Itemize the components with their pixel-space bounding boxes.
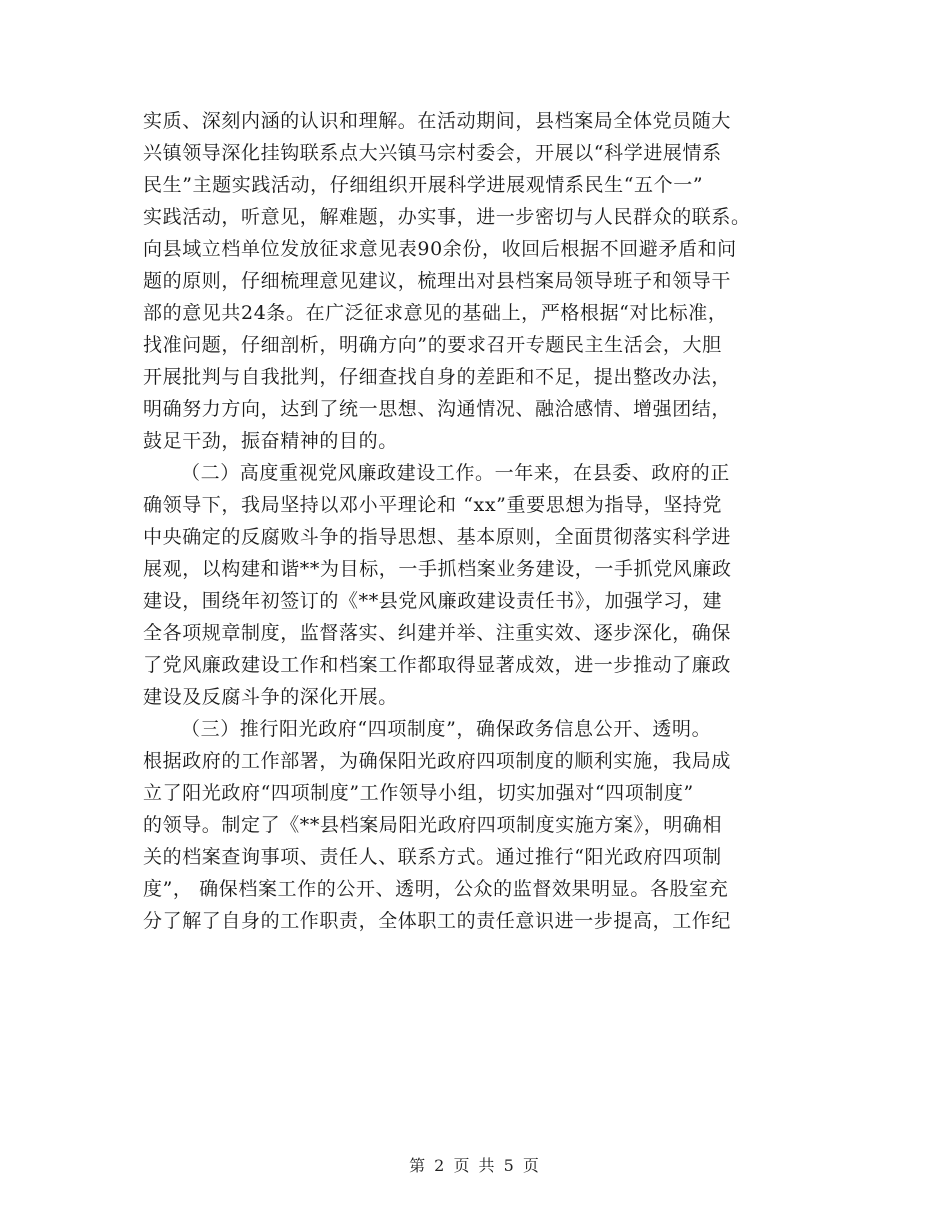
body-line: 度”， 确保档案工作的公开、透明，公众的监督效果明显。各股室充: [143, 878, 729, 900]
body-line: 确领导下，我局坚持以邓小平理论和 “xx”重要思想为指导，坚持党: [143, 494, 723, 516]
body-line: 关的档案查询事项、责任人、联系方式。通过推行“阳光政府四项制: [143, 846, 722, 868]
body-line: 根据政府的工作部署，为确保阳光政府四项制度的顺利实施，我局成: [143, 750, 732, 772]
body-line: 民生”主题实践活动，仔细组织开展科学进展观情系民生“五个一”: [143, 174, 704, 196]
body-line: 明确努力方向，达到了统一思想、沟通情况、融洽感情、增强团结，: [143, 398, 732, 420]
document-body: [143, 105, 803, 937]
body-line: 实践活动，听意见，解难题，办实事，进一步密切与人民群众的联系。: [143, 206, 751, 228]
body-line: 找准问题，仔细剖析，明确方向”的要求召开专题民主生活会，大胆: [143, 334, 722, 356]
body-line: 兴镇领导深化挂钩联系点大兴镇马宗村委会，开展以“科学进展情系: [143, 142, 722, 164]
section-heading-line: （二）高度重视党风廉政建设工作。一年来，在县委、政府的正: [181, 462, 730, 484]
body-line: 立了阳光政府“四项制度”工作领导小组，切实加强对“四项制度”: [143, 782, 694, 804]
body-line: 向县域立档单位发放征求意见表90余份，收回后根据不回避矛盾和问: [143, 238, 737, 260]
body-line: 部的意见共24条。在广泛征求意见的基础上，严格根据“对比标准，: [143, 302, 728, 324]
body-line: 的领导。制定了《**县档案局阳光政府四项制度实施方案》，明确相: [143, 814, 723, 836]
body-line: 全各项规章制度，监督落实、纠建并举、注重实效、逐步深化，确保: [143, 622, 732, 644]
body-line: 了党风廉政建设工作和档案工作都取得显著成效，进一步推动了廉政: [143, 654, 732, 676]
body-line: 分了解了自身的工作职责，全体职工的责任意识进一步提高，工作纪: [143, 910, 732, 932]
section-heading-line: （三）推行阳光政府“四项制度”，确保政务信息公开、透明。: [181, 718, 712, 740]
body-line: 中央确定的反腐败斗争的指导思想、基本原则，全面贯彻落实科学进: [143, 526, 732, 548]
page-number-footer: 第 2 页 共 5 页: [409, 1156, 541, 1175]
body-line: 鼓足干劲，振奋精神的目的。: [143, 430, 398, 452]
body-line: 开展批判与自我批判，仔细查找自身的差距和不足，提出整改办法，: [143, 366, 732, 388]
body-line: 建设及反腐斗争的深化开展。: [143, 686, 398, 708]
body-line: 实质、深刻内涵的认识和理解。在活动期间，县档案局全体党员随大: [143, 110, 732, 132]
body-line: 展观，以构建和谐**为目标，一手抓档案业务建设，一手抓党风廉政: [143, 558, 732, 580]
body-line: 建设，围绕年初签订的《**县党风廉政建设责任书》，加强学习，建: [143, 590, 723, 612]
body-line: 题的原则，仔细梳理意见建议，梳理出对县档案局领导班子和领导干: [143, 270, 732, 292]
